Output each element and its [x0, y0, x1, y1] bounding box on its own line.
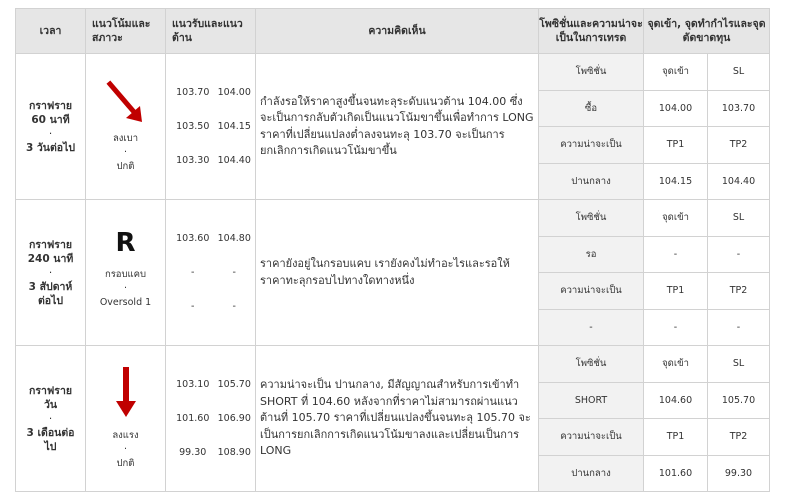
time-line: · [48, 127, 53, 140]
header-comment: ความคิดเห็น [256, 9, 539, 54]
pos-label-cell: ความน่าจะเป็น [539, 419, 644, 456]
pos-label-cell: รอ [539, 236, 644, 273]
support-value: 103.30 [176, 155, 210, 166]
resistance-value: 104.00 [217, 87, 251, 98]
state-label: Oversold 1 [99, 296, 152, 308]
time-line: ต่อไป [37, 294, 64, 307]
pos-label-cell: ซื้อ [539, 90, 644, 127]
pos-value-cell: 104.40 [708, 163, 770, 200]
resistance-value: 106.90 [217, 413, 251, 424]
support-value: 99.30 [179, 447, 207, 458]
table-row [16, 346, 770, 383]
pos-label-cell: ความน่าจะเป็น [539, 127, 644, 164]
resistance-value: - [232, 301, 236, 312]
resistance-value: 108.90 [217, 447, 251, 458]
support-value: - [191, 301, 195, 312]
time-line: กราฟราย [28, 99, 72, 112]
time-line: 60 นาที [31, 113, 70, 126]
trend-cell [86, 200, 166, 346]
pos-value-cell: SL [708, 346, 770, 383]
time-line: 3 สัปดาห์ [28, 280, 73, 293]
resistance-value: 104.40 [217, 155, 251, 166]
time-cell [16, 54, 86, 200]
range-symbol-icon: R [115, 227, 136, 258]
pos-value-cell: TP1 [644, 127, 708, 164]
level-row [166, 436, 255, 470]
table-row [16, 54, 770, 91]
levels-cell [166, 200, 256, 346]
trend-separator: · [123, 146, 128, 158]
time-cell [16, 346, 86, 492]
trend-separator: · [123, 443, 128, 455]
resistance-value: 104.15 [217, 121, 251, 132]
state-label: ปกติ [116, 457, 135, 469]
pos-value-cell: - [708, 309, 770, 346]
time-line: · [48, 412, 53, 425]
pos-value-cell: 104.00 [644, 90, 708, 127]
trend-label: กรอบแคบ [104, 268, 147, 280]
pos-value-cell: SL [708, 54, 770, 91]
pos-label-cell: SHORT [539, 382, 644, 419]
level-row [166, 402, 255, 436]
pos-value-cell: 104.60 [644, 382, 708, 419]
time-line: กราฟราย [28, 238, 72, 251]
level-row [166, 368, 255, 402]
pos-value-cell: TP2 [708, 419, 770, 456]
levels-cell [166, 346, 256, 492]
pos-value-cell: จุดเข้า [644, 54, 708, 91]
time-cell [16, 200, 86, 346]
header-row [16, 9, 770, 54]
pos-value-cell: 103.70 [708, 90, 770, 127]
trend-cell [86, 346, 166, 492]
pos-label-cell: ปานกลาง [539, 163, 644, 200]
pos-value-cell: - [644, 236, 708, 273]
pos-label-cell: ปานกลาง [539, 455, 644, 492]
level-row [166, 290, 255, 324]
pos-label-cell: - [539, 309, 644, 346]
pos-label-cell: ความน่าจะเป็น [539, 273, 644, 310]
pos-value-cell: 105.70 [708, 382, 770, 419]
header-levels: แนวรับและแนวต้าน [166, 9, 256, 54]
header-position: โพซิชั่นและความน่าจะเป็นในการเทรด [539, 9, 644, 54]
levels-cell [166, 54, 256, 200]
pos-value-cell: TP1 [644, 273, 708, 310]
level-row [166, 144, 255, 178]
level-row [166, 222, 255, 256]
state-label: ปกติ [116, 160, 135, 172]
resistance-value: 105.70 [217, 379, 251, 390]
header-time: เวลา [16, 9, 86, 54]
pos-label-cell: โพซิชั่น [539, 200, 644, 237]
level-row [166, 256, 255, 290]
time-line: 3 เดือนต่อ [26, 426, 75, 439]
pos-value-cell: 104.15 [644, 163, 708, 200]
pos-value-cell: จุดเข้า [644, 346, 708, 383]
level-row [166, 110, 255, 144]
comment-cell: กำลังรอให้ราคาสูงขึ้นจนทะลุระดับแนวต้าน 104.00 ซึ่งจะเป็นการกลับตัวเกิดเป็นแนวโน้มขาขึ้นเพื่อทำการ LONG ราคาที่เปลี่ยนแปลงต่ำลงจนทะลุ 103.70 จะเป็นการยกเลิกการเกิดแนวโน้มขาขึ้น [256, 54, 539, 200]
time-line: ไป [44, 440, 57, 453]
arrow-down-right-icon [106, 80, 146, 124]
trend-separator: · [123, 282, 128, 294]
support-value: 103.50 [176, 121, 210, 132]
pos-value-cell: TP2 [708, 127, 770, 164]
trend-cell [86, 54, 166, 200]
level-row [166, 76, 255, 110]
support-value: - [191, 267, 195, 278]
pos-value-cell: - [708, 236, 770, 273]
pos-label-cell: โพซิชั่น [539, 54, 644, 91]
table-row [16, 200, 770, 237]
resistance-value: 104.80 [217, 233, 251, 244]
time-line: 3 วันต่อไป [25, 141, 76, 154]
comment-cell: ราคายังอยู่ในกรอบแคบ เรายังคงไม่ทำอะไรและรอให้ราคาทะลุกรอบไปทางใดทางหนึ่ง [256, 200, 539, 346]
trend-label: ลงเบา [112, 132, 139, 144]
header-entry: จุดเข้า, จุดทำกำไรและจุดตัดขาดทุน [644, 9, 770, 54]
pos-label-cell: โพซิชั่น [539, 346, 644, 383]
pos-value-cell: 101.60 [644, 455, 708, 492]
pos-value-cell: TP2 [708, 273, 770, 310]
pos-value-cell: จุดเข้า [644, 200, 708, 237]
pos-value-cell: SL [708, 200, 770, 237]
time-line: · [48, 266, 53, 279]
analysis-table-wrapper [15, 8, 769, 492]
support-value: 103.60 [176, 233, 210, 244]
arrow-down-icon [114, 367, 138, 419]
comment-cell: ความน่าจะเป็น ปานกลาง, มีสัญญาณสำหรับการเข้าทำ SHORT ที่ 104.60 หลังจากที่ราคาไม่สามารถผ่านแนวต้านที่ 105.70 ราคาที่เปลี่ยนแปลงขึ้นจนทะลุ 105.70 จะเป็นการยกเลิกการเกิดแนวโน้มขาลงและเปลี่ยนเป็นการ LONG [256, 346, 539, 492]
pos-value-cell: 99.30 [708, 455, 770, 492]
support-value: 103.70 [176, 87, 210, 98]
analysis-table [15, 8, 770, 492]
support-value: 103.10 [176, 379, 210, 390]
time-line: กราฟราย [28, 384, 72, 397]
pos-value-cell: - [644, 309, 708, 346]
resistance-value: - [232, 267, 236, 278]
pos-value-cell: TP1 [644, 419, 708, 456]
time-line: วัน [43, 398, 58, 411]
time-line: 240 นาที [27, 252, 74, 265]
trend-label: ลงแรง [112, 429, 139, 441]
support-value: 101.60 [176, 413, 210, 424]
header-trend: แนวโน้มและสภาวะ [86, 9, 166, 54]
